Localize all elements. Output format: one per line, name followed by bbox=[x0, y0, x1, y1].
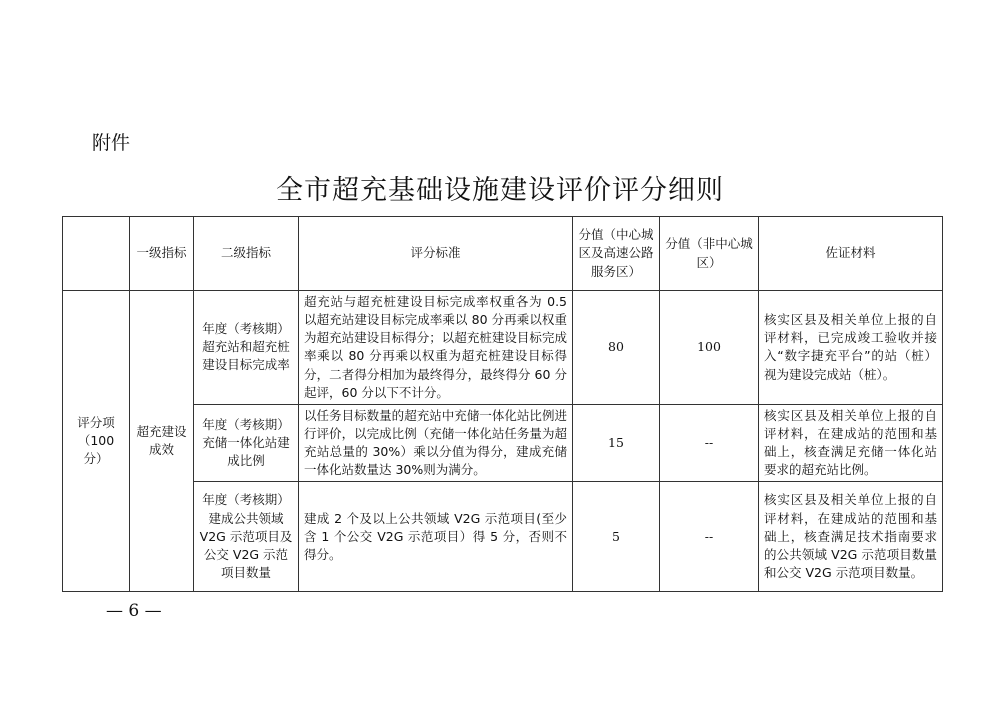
item-cell: 评分项（100 分） bbox=[63, 291, 130, 592]
header-row bbox=[63, 217, 943, 291]
header-score-noncentral: 分值（非中心城区） bbox=[660, 217, 759, 291]
level2-cell: 年度（考核期）充储一体化站建成比例 bbox=[194, 404, 299, 482]
header-item bbox=[63, 217, 130, 291]
page-number: — 6 — bbox=[106, 601, 162, 621]
score-noncentral-cell: -- bbox=[660, 482, 759, 592]
table-row bbox=[63, 291, 943, 405]
table-row bbox=[63, 404, 943, 482]
attachment-label: 附件 bbox=[92, 132, 131, 154]
score-central-cell: 5 bbox=[573, 482, 660, 592]
document-title: 全市超充基础设施建设评价评分细则 bbox=[276, 175, 724, 206]
header-level1: 一级指标 bbox=[130, 217, 194, 291]
evidence-cell: 核实区县及相关单位上报的自评材料，在建成站的范围和基础上，核查满足充储一体化站要求的超充站比例。 bbox=[759, 404, 943, 482]
header-evidence: 佐证材料 bbox=[759, 217, 943, 291]
scoring-table bbox=[62, 216, 943, 592]
evidence-cell: 核实区县及相关单位上报的自评材料，在建成站的范围和基础上，核查满足技术指南要求的公共领域 V2G 示范项目数量和公交 V2G 示范项目数量。 bbox=[759, 482, 943, 592]
criteria-cell: 超充站与超充桩建设目标完成率权重各为 0.5 以超充站建设目标完成率乘以 80 分再乘以权重为超充站建设目标得分；以超充桩建设目标完成率乘以 80 分再乘以权重为超充桩建设目标得分，二者得分相加为最终得分，最终得分 60 分起评，60 分以下不计分。 bbox=[299, 291, 573, 405]
criteria-cell: 建成 2 个及以上公共领域 V2G 示范项目(至少含 1 个公交 V2G 示范项目）得 5 分，否则不得分。 bbox=[299, 482, 573, 592]
table-row bbox=[63, 482, 943, 592]
level2-cell: 年度（考核期）超充站和超充桩建设目标完成率 bbox=[194, 291, 299, 405]
header-level2: 二级指标 bbox=[194, 217, 299, 291]
level2-cell: 年度（考核期）建成公共领域 V2G 示范项目及公交 V2G 示范项目数量 bbox=[194, 482, 299, 592]
score-noncentral-cell: -- bbox=[660, 404, 759, 482]
score-central-cell: 80 bbox=[573, 291, 660, 405]
level1-cell: 超充建设成效 bbox=[130, 291, 194, 592]
evidence-cell: 核实区县及相关单位上报的自评材料，已完成竣工验收并接入“数字捷充平台”的站（桩）视为建设完成站（桩）。 bbox=[759, 291, 943, 405]
header-criteria: 评分标准 bbox=[299, 217, 573, 291]
header-score-central: 分值（中心城区及高速公路服务区） bbox=[573, 217, 660, 291]
score-central-cell: 15 bbox=[573, 404, 660, 482]
score-noncentral-cell: 100 bbox=[660, 291, 759, 405]
criteria-cell: 以任务目标数量的超充站中充储一体化站比例进行评价，以完成比例（充储一体化站任务量为超充站总量的 30%）乘以分值为得分，建成充储一体化站数量达 30%则为满分。 bbox=[299, 404, 573, 482]
